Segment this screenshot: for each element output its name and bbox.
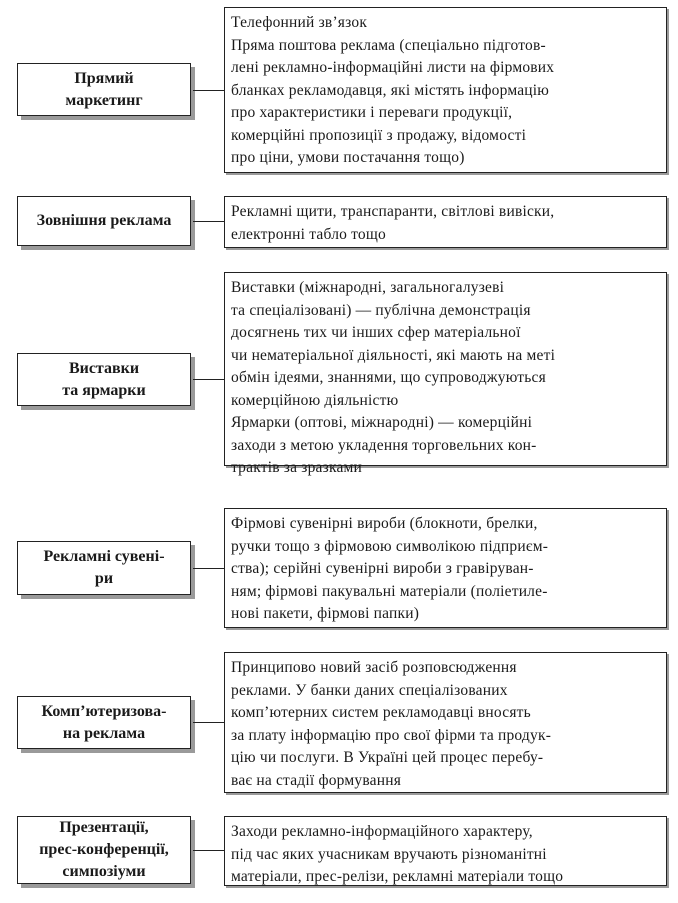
text-line: чи нематеріальної діяльності, які мають на меті <box>231 346 556 364</box>
description-souvenirs <box>224 508 667 628</box>
text-line: електронні табло тощо <box>231 225 386 243</box>
category-outdoor-advertising <box>17 196 191 246</box>
description-exhibitions-fairs <box>224 272 667 476</box>
text-line: Виставки (міжнародні, загальногалузеві <box>231 279 505 296</box>
text-line: комерційною діяльністю <box>231 391 399 409</box>
label-line: Рекламні сувені- <box>43 548 165 565</box>
text-line: Ярмарки (оптові, міжнародні) — комерційні <box>231 414 533 431</box>
text-line: комп’ютерних систем рекламодавці вносять <box>231 704 531 721</box>
label-line: на реклама <box>62 724 146 742</box>
text-line: ства); серійні сувенірні вироби з гравіруван- <box>231 560 534 577</box>
text-line: ням; фірмові пакувальні матеріали (поліетиле- <box>231 582 548 600</box>
connector <box>193 90 224 91</box>
description-outdoor-advertising <box>224 196 667 248</box>
text-line: під час яких учасникам вручають різноманітні <box>231 845 547 863</box>
label-line: та ярмарки <box>62 381 146 399</box>
text-line: досягнень тих чи інших сфер матеріальної <box>231 324 521 341</box>
text-line: реклами. У банки даних спеціалізованих <box>231 681 508 699</box>
label-line: симпозіуми <box>62 863 146 880</box>
text-line: за плату інформацію про свої фірми та продук- <box>231 726 552 744</box>
connector <box>193 568 224 569</box>
text-line: лені рекламно-інформаційні листи на фірмових <box>231 59 555 76</box>
text-line: та спеціалізовані) — публічна демонстрація <box>231 301 531 319</box>
description-direct-marketing <box>224 7 667 173</box>
label-line: Прямий <box>74 69 134 87</box>
text-line: Рекламні щити, транспаранти, світлові вивіски, <box>231 203 555 220</box>
label-line: Презентації, <box>59 819 149 836</box>
text-line: Фірмові сувенірні вироби (блокноти, брелки, <box>231 515 538 532</box>
category-direct-marketing <box>17 63 191 116</box>
text-line: Пряма поштова реклама (спеціально підготов- <box>231 36 546 54</box>
text-line: Заходи рекламно-інформаційного характеру, <box>231 823 533 840</box>
description-computerized-advertising <box>224 652 667 793</box>
label-line: маркетинг <box>65 91 143 109</box>
text-line: бланках рекламодавця, які містять інформацію <box>231 81 550 99</box>
text-line: Принципово новий засіб розповсюдження <box>231 659 517 676</box>
text-line: цію чи послуги. В Україні цей процес перебу- <box>231 749 544 766</box>
connector <box>193 850 224 851</box>
label-line: Виставки <box>68 359 140 377</box>
category-exhibitions-fairs <box>17 353 191 406</box>
label-line: ри <box>94 570 114 587</box>
text-line: комерційні пропозиції з продажу, відомості <box>231 126 527 144</box>
label-line: прес-конференції, <box>39 841 169 858</box>
connector <box>193 722 224 723</box>
text-line: ває на стадії формування <box>231 771 402 789</box>
text-line: про ціни, умови постачання тощо) <box>231 149 465 166</box>
text-line: заходи з метою укладення торговельних кон- <box>231 436 537 454</box>
text-line: обмін ідеями, знаннями, що супроводжуються <box>231 369 546 386</box>
text-line: ручки тощо з фірмовою символікою підприєм- <box>231 537 549 555</box>
text-line: матеріали, прес-релізи, рекламні матеріали тощо <box>231 868 564 885</box>
text-line: нові пакети, фірмові папки) <box>231 605 420 622</box>
connector <box>193 221 224 222</box>
connector <box>193 379 224 380</box>
text-line: Телефонний зв’язок <box>231 14 368 31</box>
description-presentations <box>224 816 667 886</box>
text-line: трактів за зразками <box>231 459 363 476</box>
category-computerized-advertising <box>17 696 191 749</box>
label-line: Комп’ютеризова- <box>41 702 167 720</box>
category-souvenirs <box>17 541 191 595</box>
text-line: про характеристики і переваги продукції, <box>231 104 513 121</box>
category-presentations <box>17 816 191 884</box>
label-line: Зовнішня реклама <box>36 212 172 229</box>
